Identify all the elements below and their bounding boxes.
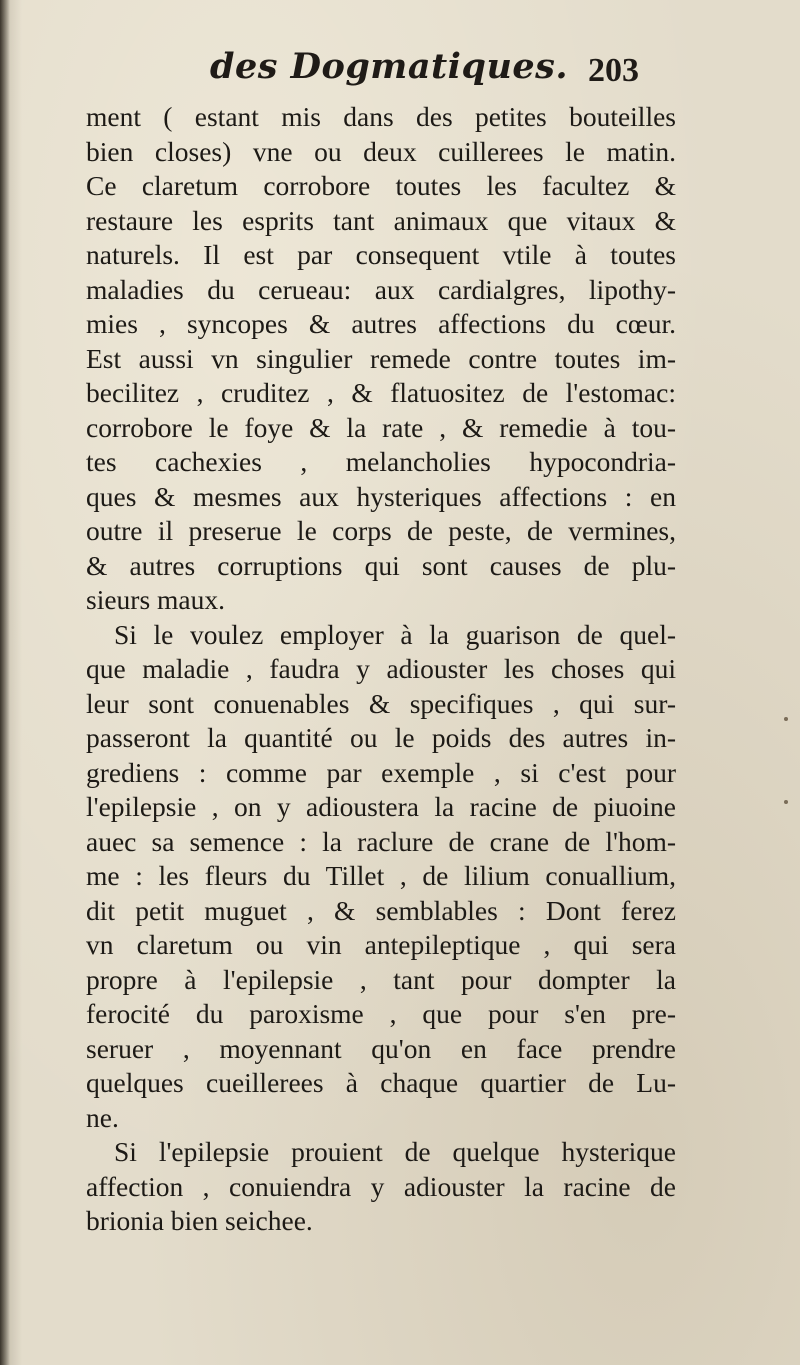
running-title: des Dogmatiques.: [210, 46, 569, 87]
text-line: seruer , moyennant qu'on en face prendre: [86, 1032, 676, 1064]
binding-gutter-shadow: [0, 0, 10, 1365]
text-line: corrobore le foye & la rate , & remedie à tou-: [86, 411, 676, 443]
page-number: 203: [588, 52, 639, 89]
text-line: Est aussi vn singulier remede contre toutes im-: [86, 342, 676, 374]
paragraph: [86, 1135, 676, 1239]
text-line: affection , conuiendra y adiouster la racine de: [86, 1170, 676, 1202]
text-line: brionia bien seichee.: [86, 1205, 313, 1236]
text-line: ferocité du paroxisme , que pour s'en pre-: [86, 998, 676, 1029]
text-line: restaure les esprits tant animaux que vitaux &: [86, 204, 676, 236]
text-line: outre il preserue le corps de peste, de vermines,: [86, 515, 676, 546]
text-line: & autres corruptions qui sont causes de plu-: [86, 549, 676, 581]
edge-speck: [784, 717, 788, 721]
text-line: propre à l'epilepsie , tant pour dompter la: [86, 963, 676, 995]
text-line: leur sont conuenables & specifiques , qui sur-: [86, 687, 676, 719]
paragraph: [86, 618, 676, 1136]
text-line: l'epilepsie , on y adioustera la racine de piuoine: [86, 791, 676, 822]
text-line: mies , syncopes & autres affections du cœur.: [86, 308, 676, 339]
text-line: Si le voulez employer à la guarison de quel-: [114, 618, 676, 650]
text-line: sieurs maux.: [86, 584, 226, 615]
body-text: [86, 100, 676, 1239]
text-line: dit petit muguet , & semblables : Dont ferez: [86, 894, 676, 926]
text-line: ment ( estant mis dans des petites bouteilles: [86, 101, 676, 132]
text-line: Si l'epilepsie prouient de quelque hysterique: [114, 1136, 676, 1167]
text-line: me : les fleurs du Tillet , de lilium conuallium,: [86, 860, 676, 891]
text-line: bien closes) vne ou deux cuillerees le matin.: [86, 135, 676, 167]
text-line: quelques cueillerees à chaque quartier de Lu-: [86, 1067, 676, 1098]
text-line: que maladie , faudra y adiouster les choses qui: [86, 653, 676, 684]
text-line: Ce claretum corrobore toutes les facultez &: [86, 170, 676, 201]
text-line: ne.: [86, 1101, 119, 1133]
edge-speck: [784, 800, 788, 804]
paragraph: [86, 100, 676, 618]
text-line: maladies du cerueau: aux cardialgres, lipothy-: [86, 273, 676, 305]
text-line: naturels. Il est par consequent vtile à toutes: [86, 239, 676, 270]
text-line: grediens : comme par exemple , si c'est pour: [86, 756, 676, 788]
text-line: vn claretum ou vin antepileptique , qui sera: [86, 929, 676, 960]
text-line: passeront la quantité ou le poids des autres in-: [86, 722, 676, 753]
text-line: tes cachexies , melancholies hypocondria-: [86, 446, 676, 477]
text-line: becilitez , cruditez , & flatuositez de l'estomac:: [86, 377, 676, 408]
text-line: auec sa semence : la raclure de crane de l'hom-: [86, 825, 676, 857]
running-head: [0, 40, 800, 100]
text-line: ques & mesmes aux hysteriques affections : en: [86, 480, 676, 512]
